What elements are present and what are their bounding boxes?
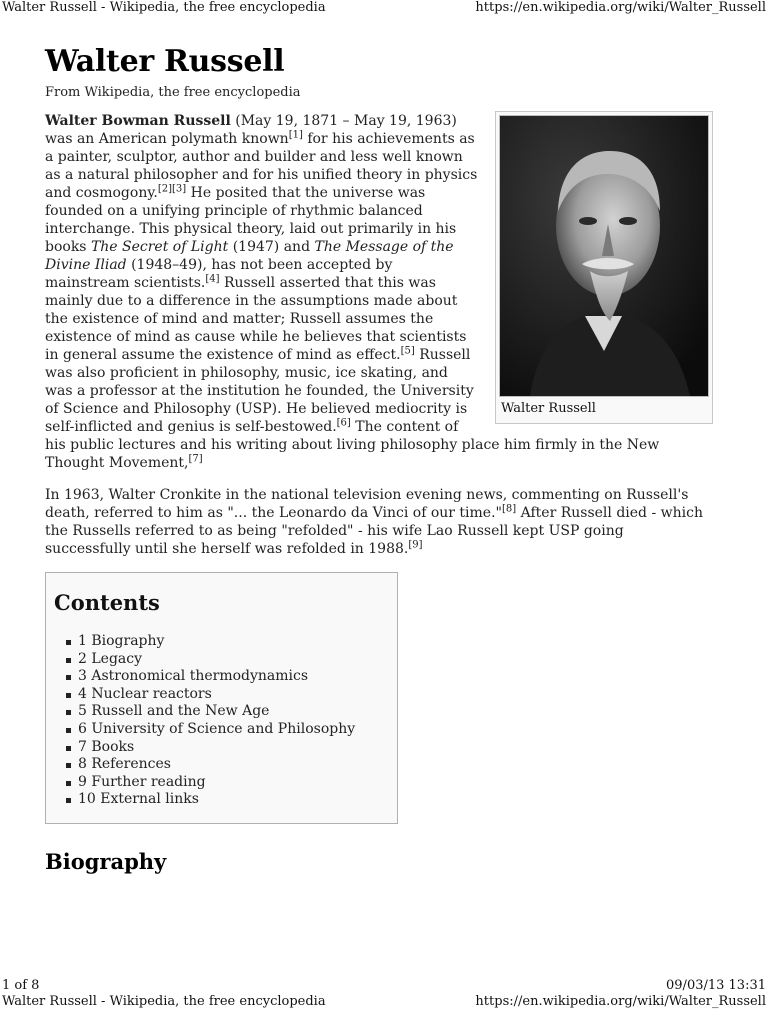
citation-5[interactable]: [5]	[400, 345, 415, 357]
footer-title: Walter Russell - Wikipedia, the free encyclopedia	[2, 994, 326, 1009]
toc-item-new-age[interactable]: 5 Russell and the New Age	[78, 703, 389, 721]
text-span: He posited that the universe was founded on a unifying principle of rhythmic balanced interchange. This physical theory, laid out primarily in his books	[45, 185, 457, 255]
page-footer-meta	[0, 978, 768, 993]
toc-item-references[interactable]: 8 References	[78, 756, 389, 774]
citation-4[interactable]: [4]	[205, 273, 220, 285]
section-heading-biography: Biography	[45, 848, 167, 874]
page-number: 1 of 8	[2, 978, 40, 993]
text-span: (May 19, 1871 – May 19, 1963) was an American polymath known	[45, 113, 457, 147]
toc-item-astronomical-thermodynamics[interactable]: 3 Astronomical thermodynamics	[78, 668, 389, 686]
subject-name: Walter Bowman Russell	[45, 113, 231, 129]
book-title-secret-of-light: The Secret of Light	[90, 239, 229, 255]
text-span: After Russell died - which the Russells referred to as being "refolded" - his wife Lao Russell kept USP going successfully until she herself was refolded in 1988.	[45, 505, 703, 557]
toc-item-biography[interactable]: 1 Biography	[78, 633, 389, 651]
toc-item-books[interactable]: 7 Books	[78, 739, 389, 757]
text-span: (1947) and	[228, 239, 315, 255]
citation-7[interactable]: [7]	[188, 453, 203, 465]
footer-url[interactable]: https://en.wikipedia.org/wiki/Walter_Russell	[475, 994, 766, 1009]
page-footer	[0, 994, 768, 1009]
text-span: (1948–49), has not been accepted by mainstream scientists.	[45, 257, 393, 291]
toc-title: Contents	[54, 590, 160, 615]
text-span: In 1963, Walter Cronkite in the national television evening news, commenting on Russell's death, referred to him as "... the Leonardo da Vinci of our time."	[45, 487, 689, 521]
running-header-title: Walter Russell - Wikipedia, the free encyclopedia	[2, 0, 326, 15]
toc-item-further-reading[interactable]: 9 Further reading	[78, 774, 389, 792]
toc-item-nuclear-reactors[interactable]: 4 Nuclear reactors	[78, 686, 389, 704]
citation-2-3[interactable]: [2][3]	[157, 183, 187, 195]
running-header	[0, 0, 768, 15]
table-of-contents	[45, 572, 398, 824]
citation-9[interactable]: [9]	[408, 539, 423, 551]
article-content	[45, 40, 713, 876]
infobox-caption: Walter Russell	[501, 401, 596, 416]
text-span: The content of his public lectures and his writing about living philosophy place him firmly in the New Thought Movement,	[45, 419, 660, 471]
text-span: for his achievements as a painter, sculptor, author and builder and less well known as a natural philosopher and for his unified theory in physics and cosmogony.	[45, 131, 478, 201]
infobox	[495, 111, 713, 424]
text-span: Russell asserted that this was mainly due to a difference in the assumptions made about the existence of mind and matter; Russell assumes the existence of mind as cause while he believes that scientists in general assume the existence of mind as effect.	[45, 275, 467, 363]
page-tagline: From Wikipedia, the free encyclopedia	[45, 85, 301, 100]
citation-1[interactable]: [1]	[288, 129, 303, 141]
toc-list	[54, 633, 389, 809]
toc-item-usp[interactable]: 6 University of Science and Philosophy	[78, 721, 389, 739]
portrait-photo[interactable]	[499, 115, 709, 397]
portrait-image	[500, 116, 708, 396]
citation-6[interactable]: [6]	[336, 417, 351, 429]
running-header-url[interactable]: https://en.wikipedia.org/wiki/Walter_Russell	[475, 0, 766, 15]
toc-item-external-links[interactable]: 10 External links	[78, 791, 389, 809]
book-title-divine-iliad: The Message of the Divine Iliad	[45, 239, 454, 273]
page-title: Walter Russell	[45, 44, 285, 79]
toc-item-legacy[interactable]: 2 Legacy	[78, 651, 389, 669]
text-span: Russell was also proficient in philosophy, music, ice skating, and was a professor at the institution he founded, the University of Science and Philosophy (USP). He believed mediocrity is self-inflicted and genius is self-bestowed.	[45, 347, 474, 435]
citation-8[interactable]: [8]	[501, 503, 517, 515]
cronkite-paragraph	[45, 486, 713, 558]
print-datetime: 09/03/13 13:31	[666, 978, 766, 993]
